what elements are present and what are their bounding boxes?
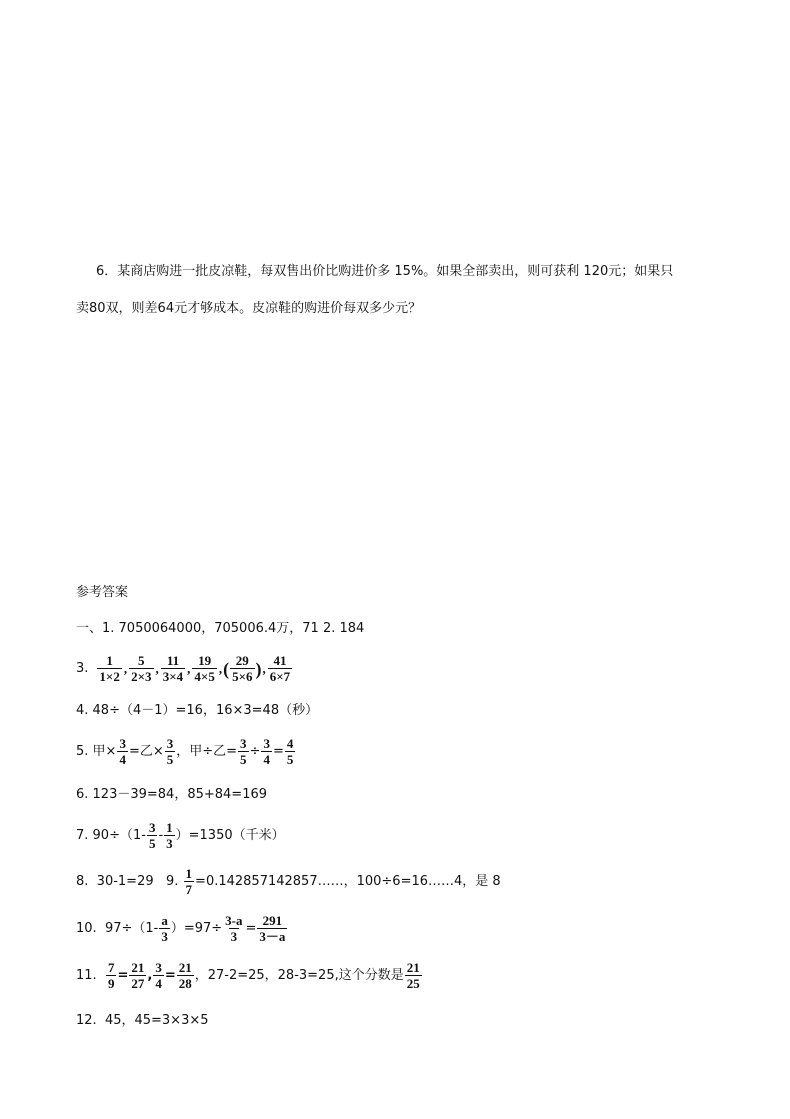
- fraction: $\frac{7}{9}$: [107, 960, 115, 991]
- fraction: $\frac{29}{5\times 6}$: [232, 653, 253, 684]
- answer-1-2: 一、1. 7050064000，705006.4万，71 2. 184: [76, 621, 365, 636]
- answer-8-9: 8. 30-1=29 9. $\frac{1}{7}$ =0.142857142857……，100÷6=16……4，是 8: [76, 866, 501, 897]
- fraction: $\frac{3}{4}$: [155, 960, 162, 991]
- fraction: $\frac{1}{3}$: [166, 820, 173, 851]
- answer-4: 4. 48÷（4－1）=16，16×3=48（秒）: [76, 703, 319, 718]
- answer-12: 12. 45，45=3×3×5: [76, 1013, 209, 1028]
- fraction: $\frac{21}{28}$: [178, 960, 192, 991]
- fraction: $\frac{5}{2\times 3}$: [131, 653, 152, 684]
- fraction: $\frac{3-a}{3}$: [225, 913, 243, 944]
- fraction: $\frac{21}{27}$: [131, 960, 145, 991]
- fraction: $\frac{3}{5}$: [166, 736, 174, 767]
- fraction: $\frac{3}{4}$: [263, 736, 270, 767]
- fraction: $\frac{4}{5}$: [286, 736, 294, 767]
- fraction: $\frac{a}{3}$: [161, 913, 168, 944]
- fraction: $\frac{3}{5}$: [148, 820, 156, 851]
- answer-3: 3. $\frac{1}{1\times 2}$ , $\frac{5}{2\times 3}$ , $\frac{11}{3\times 4}$ , $\frac{19}{4\times 5}$ , ( $\frac{29}{5\times 6}$ ) , $\frac{41}{6\times 7}$: [76, 653, 291, 684]
- fraction: $\frac{1}{1\times 2}$: [99, 653, 120, 684]
- fraction: $\frac{19}{4\times 5}$: [194, 653, 215, 684]
- fraction: $\frac{3}{4}$: [119, 736, 126, 767]
- answer-5: 5. 甲× $\frac{3}{4}$ =乙× $\frac{3}{5}$ ，甲÷乙= $\frac{3}{5}$ ÷ $\frac{3}{4}$ = $\frac{4}{5}$: [76, 736, 294, 767]
- answer-10: 10. 97÷（1- $\frac{a}{3}$ ）=97÷ $\frac{3-a}{3}$ = $\frac{291}{3-a}$: [76, 913, 286, 944]
- problem-6-line-2: 卖80双，则差64元才够成本。皮凉鞋的购进价每双多少元？: [76, 301, 422, 316]
- answers-heading: 参考答案: [76, 585, 129, 600]
- answer-11: 11. $\frac{7}{9}$ = $\frac{21}{27}$ , $\frac{3}{4}$ = $\frac{21}{28}$ ，27-2=25，28-3=25,这个分数是 $\frac{21}{25}$: [76, 960, 420, 991]
- fraction: $\frac{11}{3\times 4}$: [162, 653, 184, 684]
- fraction: $\frac{21}{25}$: [406, 960, 420, 991]
- fraction: $\frac{41}{6\times 7}$: [269, 653, 291, 684]
- answer-3-label: 3.: [76, 660, 89, 676]
- answer-7: 7. 90÷（1- $\frac{3}{5}$ - $\frac{1}{3}$ ）=1350（千米）: [76, 820, 285, 851]
- problem-6-line-1: 6．某商店购进一批皮凉鞋，每双售出价比购进价多 15%。如果全部卖出，则可获利 120元；如果只: [96, 264, 674, 279]
- answer-6: 6. 123－39=84，85+84=169: [76, 787, 268, 802]
- fraction: $\frac{291}{3-a}$: [259, 913, 286, 944]
- fraction: $\frac{3}{5}$: [240, 736, 247, 767]
- fraction: $\frac{1}{7}$: [185, 866, 193, 897]
